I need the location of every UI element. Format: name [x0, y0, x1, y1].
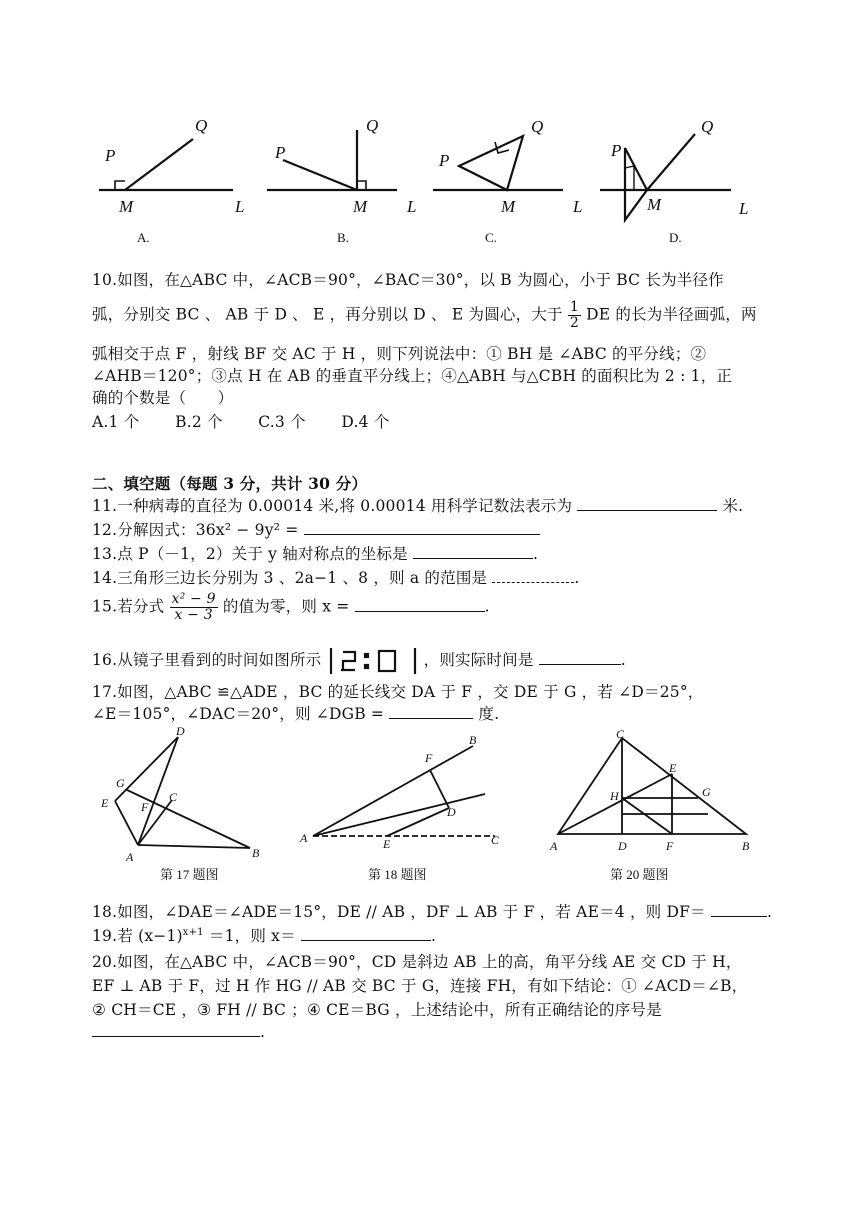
q10-line2b: DE 的长为半径画弧，两: [586, 305, 757, 324]
q12: [92, 518, 540, 540]
svg-text:C: C: [169, 790, 178, 804]
q19-text-b: ＝1，则 x＝: [208, 927, 296, 945]
q13-answer-blank[interactable]: [413, 544, 533, 559]
q10-line4: ∠AHB＝120°；③点 H 在 AB 的垂直平分线上；④△ABH 与△CBH 的面积比为 2 : 1，正: [92, 367, 733, 385]
fig17: [90, 725, 275, 865]
q15-text-b: 的值为零，则 x =: [222, 597, 350, 616]
q13: 13.点 P（－1，2）关于 y 轴对称点的坐标是 .: [92, 545, 539, 563]
q19-text-a: 19.若 (x−1): [92, 927, 183, 945]
q11-unit: 米.: [722, 497, 744, 515]
q12-text: 12.分解因式：36x² − 9y² =: [92, 521, 299, 539]
q10-line1: 10.如图，在△ABC 中，∠ACB＝90°，∠BAC＝30°，以 B 为圆心，小于 BC 长为半径作: [92, 271, 724, 289]
q19-exponent: x+1: [182, 926, 204, 938]
q12-answer-blank[interactable]: [304, 520, 540, 535]
q10-frac-den: 2: [569, 315, 579, 331]
q10-frac-num: 1: [569, 299, 579, 315]
fig9c-label-m: M: [501, 197, 516, 216]
svg-text:F: F: [141, 800, 149, 814]
fig9d-label-p: P: [611, 141, 622, 160]
svg-text:C: C: [491, 833, 500, 847]
svg-text:D: D: [618, 839, 627, 853]
q18-answer-blank[interactable]: [711, 902, 767, 917]
q10-choice-b: B.2 个: [175, 413, 223, 431]
q15-frac-num: x² − 9: [171, 591, 216, 607]
svg-text:A: A: [300, 831, 308, 845]
q10-line2: [92, 300, 757, 331]
fig20: [548, 728, 758, 853]
fig18-caption: 第 18 题图: [368, 867, 427, 882]
q15-frac-den: x − 3: [174, 607, 213, 623]
q10-fraction: [568, 300, 581, 331]
q18: 18.如图，∠DAE＝∠ADE＝15°，DE // AB ，DF ⊥ AB 于 F ，若 AE＝4 ，则 DF＝ .: [92, 903, 773, 921]
q11: [92, 494, 743, 516]
q20-line1: 20.如图，在△ABC 中，∠ACB＝90°，CD 是斜边 AB 上的高，角平分线 AE 交 CD 于 H，: [92, 953, 742, 971]
q13-text: 13.点 P（－1，2）关于 y 轴对称点的坐标是: [92, 545, 408, 563]
svg-text:A: A: [550, 839, 558, 853]
q20-line2: EF ⊥ AB 于 F，过 H 作 HG // AB 交 BC 于 G，连接 FH，有如下结论：① ∠ACD＝∠B，: [92, 977, 748, 995]
q20-line4: .: [92, 1022, 265, 1041]
q14-text: 14.三角形三边长分别为 3 、2a−1 、8 ，则 a 的范围是: [92, 569, 488, 587]
svg-text:B: B: [252, 846, 260, 860]
fig9b-label-l: L: [407, 197, 417, 216]
fig9b-label-p: P: [275, 143, 286, 162]
q10-choice-c: C.3 个: [258, 413, 306, 431]
q19-answer-blank[interactable]: [301, 926, 431, 941]
section2-title: 二、填空题（每题 3 分，共计 30 分）: [92, 474, 368, 493]
q15-text-a: 15.若分式: [92, 597, 165, 616]
q16-text-b: ，则实际时间是: [423, 651, 534, 669]
q10-choice-d: D.4 个: [341, 413, 390, 431]
q10-choices: [92, 410, 390, 432]
svg-text:E: E: [101, 796, 109, 810]
svg-text:D: D: [176, 725, 185, 738]
q10-line2a: 弧，分别交 BC 、 AB 于 D 、 E ，再分别以 D 、 E 为圆心，大于: [92, 305, 563, 324]
fig9a-label-q: Q: [195, 116, 208, 135]
svg-text:A: A: [126, 850, 134, 864]
q10-line5: 确的个数是（ ）: [92, 389, 234, 407]
fig18: [295, 728, 510, 848]
q20-answer-blank[interactable]: [92, 1022, 260, 1037]
fig9d-label-l: L: [739, 199, 749, 218]
fig9a-label-m: M: [119, 197, 134, 216]
svg-text:H: H: [610, 789, 619, 803]
q17-answer-blank[interactable]: [389, 704, 473, 719]
q17-line2-text: ∠E＝105°，∠DAC＝20°，则 ∠DGB =: [92, 705, 385, 723]
q9-figures: [85, 108, 775, 253]
fig9d-label-q: Q: [701, 117, 714, 136]
q10-choice-a: A.1 个: [92, 413, 140, 431]
svg-text:F: F: [425, 751, 433, 765]
fig20-caption: 第 20 题图: [610, 867, 669, 882]
svg-text:G: G: [702, 785, 711, 799]
q11-answer-blank[interactable]: [577, 496, 717, 511]
fig9b-label-m: M: [353, 197, 368, 216]
fig9b-label-q: Q: [366, 116, 379, 135]
fig9a-label-p: P: [105, 146, 116, 165]
q11-text: 11.一种病毒的直径为 0.00014 米,将 0.00014 用科学记数法表示为: [92, 497, 573, 515]
svg-text:F: F: [666, 839, 674, 853]
q14-answer-blank[interactable]: [492, 568, 574, 583]
fig9b-option: B.: [337, 230, 349, 245]
svg-text:C: C: [616, 728, 625, 741]
svg-text:E: E: [669, 761, 677, 775]
q17-line1: 17.如图，△ABC ≌△ADE ，BC 的延长线交 DA 于 F ，交 DE 于 G ，若 ∠D＝25°，: [92, 683, 704, 701]
fig17-caption: 第 17 题图: [160, 867, 219, 882]
fig9c-label-q: Q: [531, 117, 544, 136]
q17-line2: [92, 702, 499, 724]
fig9c-option: C.: [485, 230, 497, 245]
mirror-clock-icon: [327, 646, 419, 676]
svg-text:D: D: [447, 805, 456, 819]
q15-answer-blank[interactable]: [355, 597, 485, 612]
q15-fraction: [170, 592, 218, 623]
svg-text:E: E: [383, 837, 391, 848]
q18-text: 18.如图，∠DAE＝∠ADE＝15°，DE // AB ，DF ⊥ AB 于 F ，若 AE＝4 ，则 DF＝: [92, 903, 706, 921]
fig9c-label-p: P: [439, 151, 450, 170]
q16: 16.从镜子里看到的时间如图所示 ，则实际时间是 .: [92, 646, 626, 676]
fig9d-option: D.: [669, 230, 682, 245]
fig9a-option: A.: [137, 230, 150, 245]
fig9a-label-l: L: [235, 197, 245, 216]
q15: 15.若分式 $\frac{\text{x² − 9}}{x - 3}$ 的值为零，则 x = .: [92, 591, 490, 623]
q16-answer-blank[interactable]: [539, 650, 621, 665]
q10-line3: 弧相交于点 F ，射线 BF 交 AC 于 H ，则下列说法中：① BH 是 ∠ABC 的平分线；②: [92, 345, 707, 363]
fig9d-label-m: M: [647, 195, 662, 214]
q20-line3: ② CH＝CE ，③ FH // BC ；④ CE＝BG ，上述结论中，所有正确结论的序号是: [92, 1001, 662, 1019]
q16-text-a: 16.从镜子里看到的时间如图所示: [92, 651, 322, 669]
svg-text:B: B: [742, 839, 750, 853]
q17-unit: 度.: [478, 705, 500, 723]
svg-text:B: B: [469, 733, 477, 747]
fig9c-label-l: L: [573, 197, 583, 216]
svg-text:G: G: [116, 776, 125, 790]
q14: 14.三角形三边长分别为 3 、2a−1 、8 ，则 a 的范围是 .: [92, 569, 580, 587]
q19: 19.若 $(x-1)^{x+1} =1$，则 x＝ .: [92, 926, 437, 945]
